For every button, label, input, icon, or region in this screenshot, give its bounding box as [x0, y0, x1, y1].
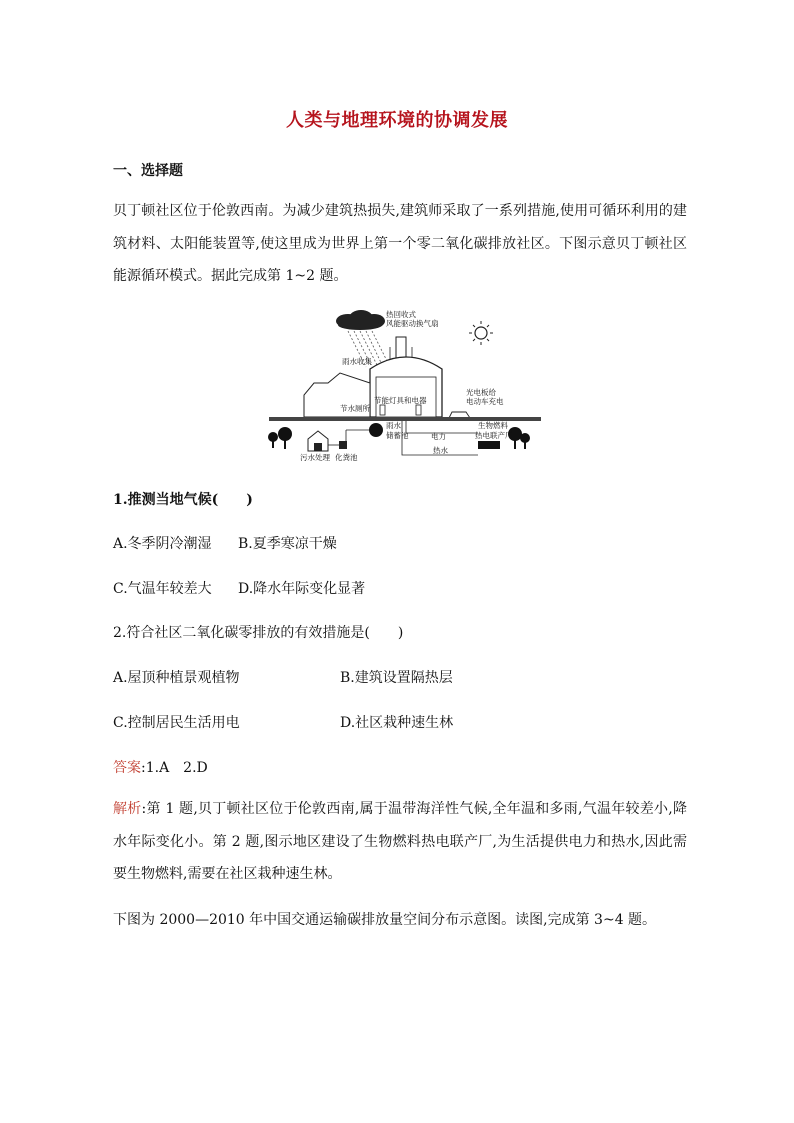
question-2-option-c: C.控制居民生活用电: [113, 715, 240, 731]
label-fan2: 风能驱动换气扇: [386, 319, 439, 328]
label-toilet: 节水厕所: [340, 404, 370, 413]
question-1-option-b: B.夏季寒凉干燥: [238, 536, 337, 552]
answer-text: :1.A 2.D: [141, 760, 208, 776]
label-ev: 光电板给: [466, 388, 496, 397]
answer-label: 答案: [113, 760, 141, 776]
diagram-svg: [266, 307, 541, 467]
question-2-option-b: B.建筑设置隔热层: [340, 670, 453, 686]
label-rainwater: 雨水: [386, 421, 401, 430]
analysis-label: 解析: [113, 801, 142, 817]
question-1-option-c: C.气温年较差大: [113, 581, 212, 597]
question-2-option-d: D.社区栽种速生林: [340, 715, 454, 731]
question-2-option-a: A.屋顶种植景观植物: [113, 670, 240, 686]
section-heading: 一、选择题: [113, 163, 183, 179]
chp-plant: [478, 441, 500, 449]
label-appliances: 节能灯具和电器: [374, 396, 427, 405]
question-1-stem: 1.推测当地气候( ): [113, 492, 253, 508]
cloud-icon: [336, 310, 385, 330]
page-title: 人类与地理环境的协调发展: [286, 110, 508, 131]
intro-paragraph-2: 下图为 2000—2010 年中国交通运输碳排放量空间分布示意图。读图,完成第 3~4 题。: [113, 912, 657, 928]
label-biofuel: 生物燃料: [478, 421, 508, 430]
energy-cycle-diagram: [266, 307, 541, 467]
label-septic: 化粪池: [335, 453, 358, 462]
intro-paragraph-1: 贝丁顿社区位于伦敦西南。为减少建筑热损失,建筑师采取了一系列措施,使用可循环利用的建筑材料、太阳能装置等,使这里成为世界上第一个零二氧化碳排放社区。下图示意贝丁顿社区能源循环模式。据此完成第 1~2 题。: [113, 203, 687, 284]
analysis-paragraph: [113, 793, 687, 891]
rainwater-tank: [369, 423, 383, 437]
label-power: 电力: [431, 432, 446, 441]
analysis-text: :第 1 题,贝丁顿社区位于伦敦西南,属于温带海洋性气候,全年温和多雨,气温年较差小,降水年际变化小。第 2 题,图示地区建设了生物燃料热电联产厂,为生活提供电力和热水,因此需要生物燃料,需要在社区栽种速生林。: [113, 801, 687, 882]
label-sewage: 污水处理: [300, 453, 330, 462]
answer-line: [113, 757, 208, 777]
label-hotwater: 热水: [433, 446, 448, 455]
label-chp: 热电联产厂: [475, 431, 513, 440]
label-tank: 储蓄池: [386, 431, 409, 440]
label-fan: 热回收式: [386, 310, 416, 319]
label-rain-collect: 雨水收集: [342, 357, 372, 366]
question-1-option-a: A.冬季阴冷潮湿: [113, 536, 212, 552]
label-ev2: 电动车充电: [466, 397, 504, 406]
question-1-option-d: D.降水年际变化显著: [238, 581, 366, 597]
question-2-stem: 2.符合社区二氧化碳零排放的有效措施是( ): [113, 625, 404, 641]
sun-icon: [469, 321, 493, 345]
septic-tank: [339, 441, 347, 449]
